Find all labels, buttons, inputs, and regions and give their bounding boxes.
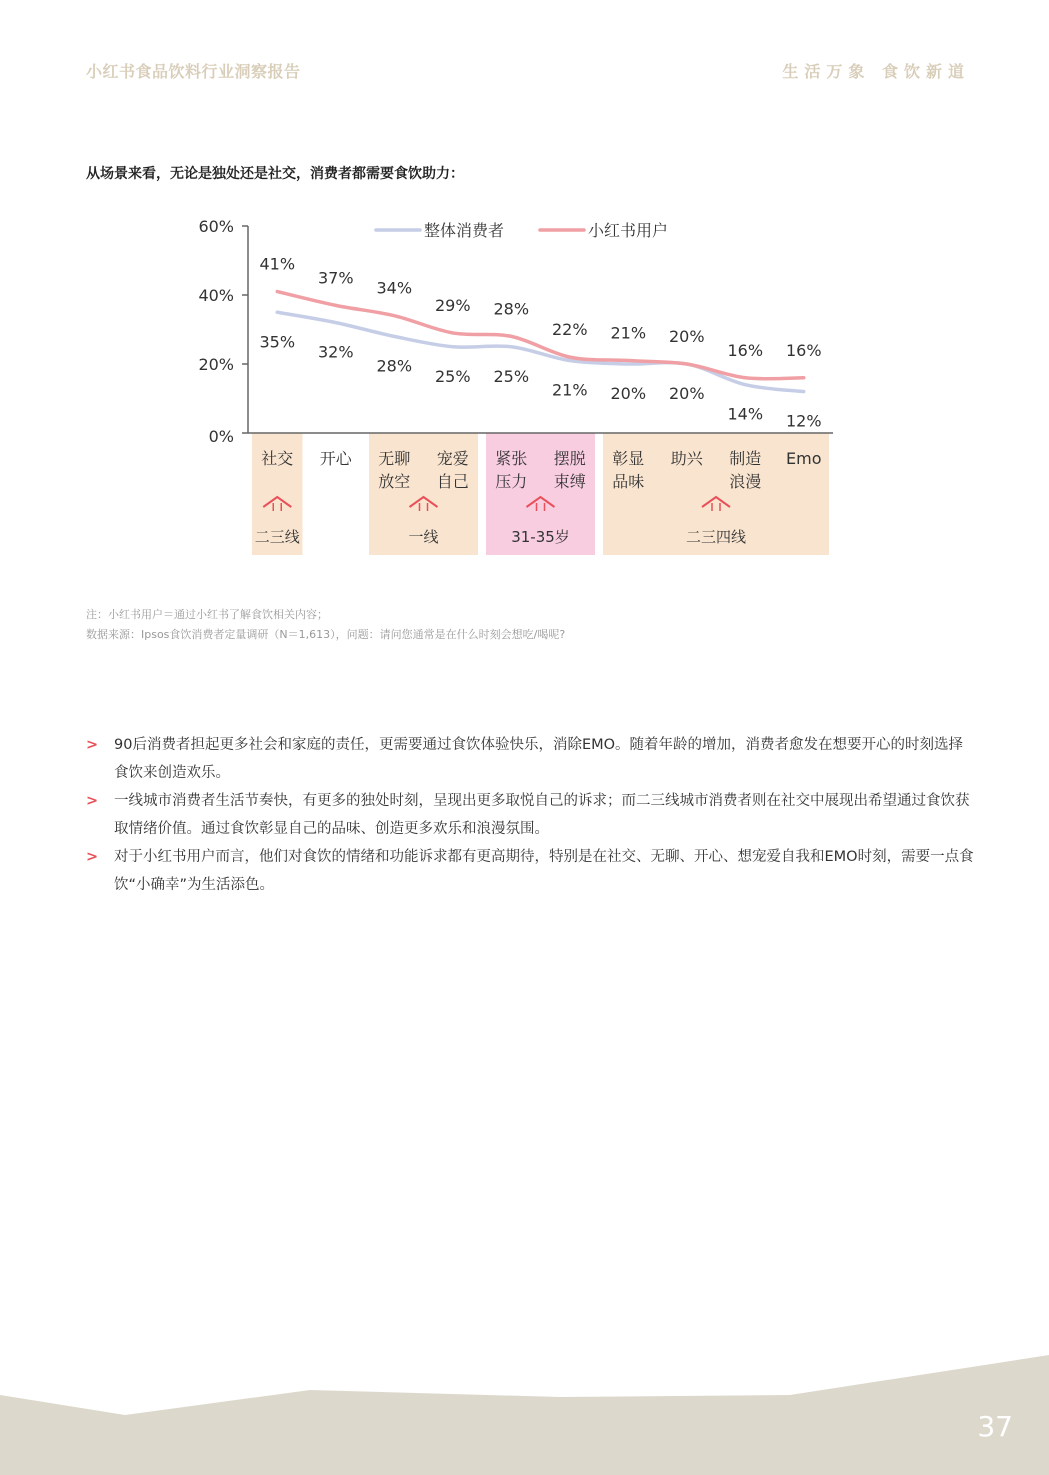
x-tick-label: 放空: [378, 472, 411, 491]
report-title: 小红书食品饮料行业洞察报告: [86, 62, 301, 81]
y-tick-label: 40%: [198, 286, 234, 305]
data-label: 14%: [727, 404, 764, 424]
insight-item: [86, 731, 976, 787]
chart-notes: [86, 605, 565, 645]
data-label: 21%: [551, 380, 588, 400]
x-tick-label: 品味: [612, 472, 645, 491]
x-tick-label: 紧张: [495, 449, 528, 468]
data-label: 25%: [434, 366, 471, 386]
legend-label: 小红书用户: [588, 221, 669, 240]
legend-label: 整体消费者: [424, 221, 505, 240]
x-tick-label: 助兴: [670, 449, 703, 468]
x-tick-label: 社交: [261, 449, 294, 468]
data-label: 12%: [785, 411, 822, 431]
report-slogan: 生活万象 食饮新道: [782, 62, 970, 81]
data-label: 21%: [610, 323, 647, 343]
source-text: 数据来源：Ipsos食饮消费者定量调研（N＝1,613），问题：请问您通常是在什么时刻会想吃/喝呢?: [86, 628, 566, 641]
bullet-arrow-icon: >: [86, 849, 99, 865]
y-tick-label: 60%: [198, 217, 234, 236]
data-label: 34%: [376, 278, 413, 298]
data-label: 16%: [785, 340, 822, 360]
data-label: 16%: [727, 340, 764, 360]
data-label: 20%: [610, 384, 647, 403]
data-label: 35%: [259, 332, 296, 352]
data-label: 22%: [551, 320, 588, 340]
data-label: 37%: [317, 268, 354, 288]
data-label: 20%: [668, 327, 705, 346]
section-title: 从场景来看，无论是独处还是社交，消费者都需要食饮助力：: [86, 166, 464, 182]
group-label: 一线: [408, 528, 439, 546]
footer-band: [0, 1355, 1049, 1475]
group-label: 31-35岁: [511, 528, 570, 546]
x-tick-label: 开心: [319, 449, 352, 468]
data-label: 25%: [493, 366, 530, 386]
x-tick-label: 束缚: [553, 472, 586, 491]
data-label: 28%: [493, 299, 530, 319]
insight-text: 对于小红书用户而言，他们对食饮的情绪和功能诉求都有更高期待，特别是在社交、无聊、开心、想宠爱自我和EMO时刻，需要一点食饮“小确幸”为生活添色。: [114, 849, 974, 893]
x-tick-label: 摆脱: [553, 449, 586, 468]
insight-text: 90后消费者担起更多社会和家庭的责任，更需要通过食饮体验快乐，消除EMO。随着年龄的增加，消费者愈发在想要开心的时刻选择食饮来创造欢乐。: [114, 737, 964, 781]
data-label: 32%: [317, 342, 354, 362]
insight-list: [86, 731, 976, 899]
x-tick-label: 宠爱: [436, 449, 469, 468]
x-tick-label: Emo: [786, 449, 822, 468]
x-tick-label: 无聊: [378, 449, 411, 468]
bullet-arrow-icon: >: [86, 737, 99, 753]
bullet-arrow-icon: >: [86, 793, 99, 809]
y-tick-label: 20%: [198, 355, 234, 374]
x-tick-label: 浪漫: [729, 472, 762, 491]
series-line-overall: [277, 312, 804, 391]
insight-item: [86, 843, 976, 899]
insight-text: 一线城市消费者生活节奏快，有更多的独处时刻，呈现出更多取悦自己的诉求；而二三线城市消费者则在社交中展现出希望通过食饮获取情绪价值。通过食饮彰显自己的品味、创造更多欢乐和浪漫氛围。: [114, 793, 970, 837]
y-tick-label: 0%: [208, 427, 234, 446]
x-tick-label: 制造: [729, 449, 762, 468]
series-line-xhs: [277, 292, 804, 379]
x-tick-label: 彰显: [612, 449, 645, 468]
insight-item: [86, 787, 976, 843]
x-tick-label: 自己: [436, 472, 469, 491]
x-tick-label: 压力: [495, 472, 528, 491]
group-label: 二三线: [254, 528, 300, 546]
group-label: 二三四线: [685, 528, 747, 546]
note-text: 注：小红书用户＝通过小红书了解食饮相关内容；: [86, 608, 328, 621]
data-label: 28%: [376, 356, 413, 376]
data-label: 20%: [668, 384, 705, 403]
data-label: 29%: [434, 295, 471, 315]
page-number: 37: [977, 1410, 1013, 1443]
data-label: 41%: [259, 254, 296, 274]
scenario-line-chart: [0, 0, 1049, 600]
